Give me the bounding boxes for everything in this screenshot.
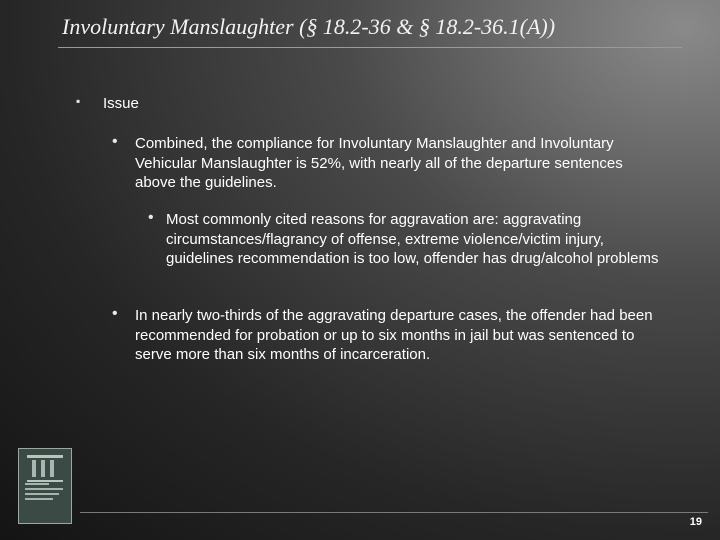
two-thirds-text: In nearly two-thirds of the aggravating departure cases, the offender had been recommended for probation or up to six months in jail but was sentenced to serve more than six months of incarceration.: [135, 307, 653, 363]
aggravation-reasons-text: Most commonly cited reasons for aggravation are: aggravating circumstances/flagrancy of offense, extreme violence/victim injury, guidelines recommendation is too low, offender has drug/alcohol problems: [166, 211, 659, 267]
logo-text-lines: [25, 483, 65, 503]
column-icon: [27, 455, 63, 482]
slide-title: Involuntary Manslaughter (§ 18.2-36 & § 18.2-36.1(A)): [62, 14, 556, 39]
issue-label: Issue: [103, 95, 139, 112]
compliance-text: Combined, the compliance for Involuntary Manslaughter and Involuntary Vehicular Manslaughter is 52%, with nearly all of the departure sentences above the guidelines.: [135, 135, 623, 191]
dot-bullet-icon: •: [112, 133, 118, 150]
sentencing-commission-logo: [18, 448, 72, 524]
page-number: 19: [689, 516, 702, 528]
square-bullet-icon: ▪: [76, 94, 81, 108]
dot-bullet-icon: •: [112, 305, 118, 322]
title-divider: [58, 47, 682, 48]
footer-divider: [80, 512, 708, 513]
dot-bullet-icon: •: [148, 209, 154, 226]
